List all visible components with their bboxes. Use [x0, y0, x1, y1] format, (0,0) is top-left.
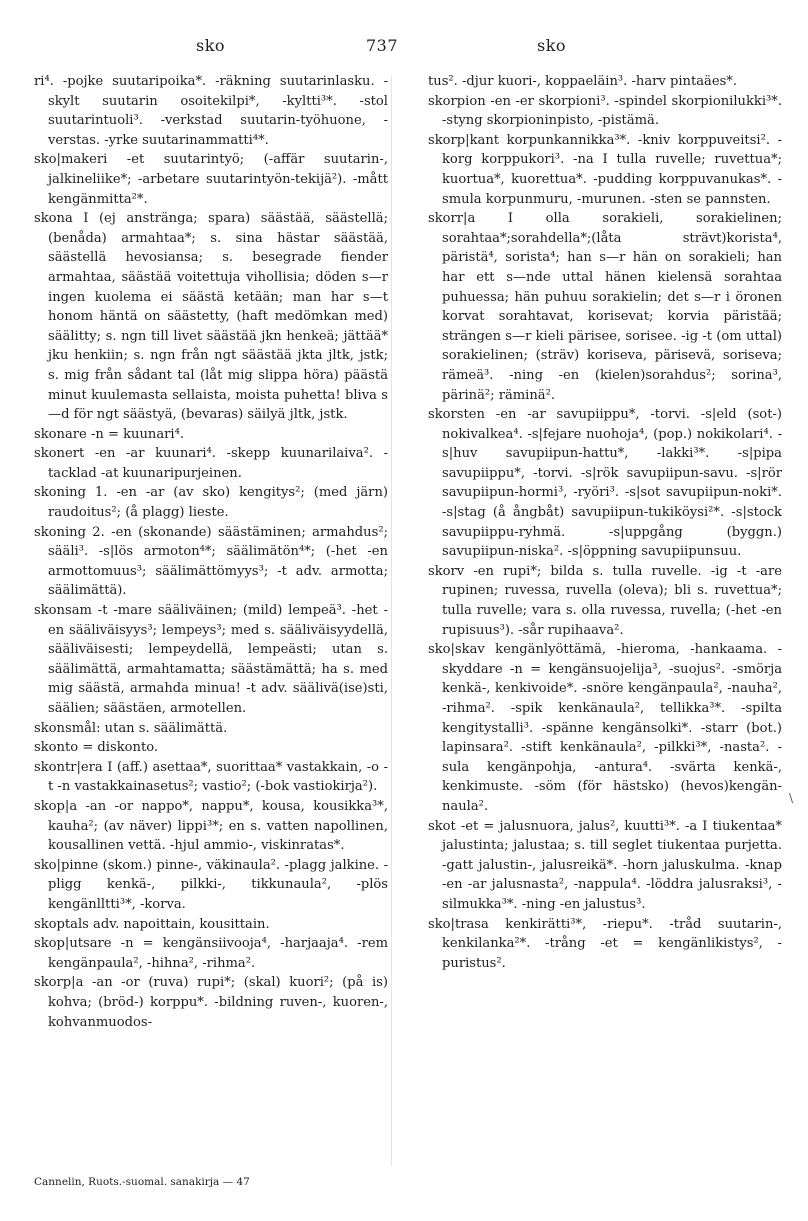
- right-column: [428, 72, 782, 973]
- margin-mark: \: [789, 791, 794, 805]
- page-number: 737: [366, 36, 399, 55]
- dictionary-entry: skonare -n = kuunari⁴.: [34, 426, 184, 442]
- dictionary-entry: skorr|a I olla sorakieli, sorakielinen; sorahtaa*;sorahdella*;(låta strävt)koristа⁴, päristä⁴, soristа⁴; han s—r hän on sorakieli; han har ett s—nde uttal hänen kielensä sorahtaa puhuessa; hän puhuu sorakielin; det s—r i öronen korvat sorahtavat, korisevat; korvia päristää; strängen s—r kieli pärisee, sorisee. -ig -t (om uttal) sorakielinen; (sträv) koriseva, pärisevä, soriseva; rämeä³. -ning -en (kielen)sorahdus²; sorina³, pärinä²; räminä².: [428, 211, 782, 403]
- dictionary-entry: skonert -en -ar kuunari⁴. -skepp kuunarilaiva². -tacklad -at kuunaripurjeinen.: [34, 446, 388, 481]
- dictionary-entry: skontr|era I (aff.) asettaa*, suorittaa* vastakkain, -o -t -n vastakkainasetus²; vastio²; (-bok vastiokirja²).: [34, 759, 388, 795]
- dictionary-entry: skona I (ej anstränga; spara) säästää, säästellä; (benåda) armahtaa*; s. sina hästar säästää, säästellä hevosiansa; s. besegrade fiender armahtaa, säästää voitettuja vihollisia; döden s—r ingen kuolema ei säästä ketään; man har s—t honom häntä on säästetty, (haft medömkan med) säälitty; s. ngn till livet säästää jkn henkeä; jättää* jku henkiin; s. ngn från ngt säästää jkta jltk, jstk; s. mig från sådant tal (låt mig slippa höra) päästä minut kuulemasta sellaista, moista puhetta! bliva s—d för ngt säästyä, (bevaras) säilyä jltk, jstk.: [34, 211, 388, 423]
- left-column: [34, 72, 388, 1032]
- running-head-right: sko: [537, 36, 567, 55]
- dictionary-entry: tus². -djur kuori-, koppaeläin³. -harv pintaäes*.: [428, 74, 738, 89]
- dictionary-entry: skop|utsare -n = kengänsiivooja⁴, -harjaaja⁴. -rem kengänpaula², -hihna², -rihma².: [34, 936, 388, 971]
- dictionary-entry: skop|a -an -or nappo*, nappu*, kousa, kousikka³*, kauha²; (av näver) lippi³*; en s. vatten napollinen, kousallinen vettä. -hjul ammio-, viskinratas*.: [34, 798, 388, 854]
- dictionary-entry: skoning 2. -en (skonande) säästäminen; armahdus²; sääli³. -s|lös armoton⁴*; säälimätön⁴*; (-het -en armottomuus³; säälimättömyys³; -t adv. armotta; säälimättä).: [34, 524, 388, 599]
- dictionary-entry: skoptals adv. napoittain, kousittain.: [34, 916, 270, 932]
- running-head-left: sko: [196, 36, 226, 55]
- dictionary-entry: sko|pinne (skom.) pinne-, väkinaula². -plagg jalkine. -pligg kenkä-, pilkki-, tikkunaula², -plös kengänlltti³*, -korva.: [34, 857, 388, 912]
- dictionary-entry: skonsam -t -mare sääliväinen; (mild) lempeä³. -het -en sääliväisyys³; lempeys³; med s. sääliväisyydellä, sääliväisesti; lempeydellä, lempeästi; utan s. säälimättä, armahtamatta; säästämättä; ha s. med mig säästä, armahda minua! -t adv. säälivä(ise)sti, säälien; säästäen, armotellen.: [34, 603, 388, 716]
- dictionary-entry: sko|makeri -et suutarintyö; (-affär suutarin-, jalkineliike*; -arbetare suutarintyön-tekijä²). -mått kengänmitta²*.: [34, 152, 388, 207]
- column-divider: [391, 76, 392, 1166]
- page-footer: Cannelin, Ruots.-suomal. sanakirja — 47: [34, 1176, 250, 1188]
- dictionary-entry: skorsten -en -ar savupiippu*, -torvi. -s|eld (sot-) nokivalkea⁴. -s|fejare nuohoja⁴, (pop.) nokikolari⁴. -s|huv savupiipun-hattu*, -lakki³*. -s|pipa savupiippu*, -torvi. -s|rök savupiipun-savu. -s|rör savupiipun-hormi³, -ryöri³. -s|sot savupiipun-noki*. -s|stag (å ångbåt) savupiipun-tukiköysi²*. -s|stock savupiippu-ryhmä. -s|uppgång (byggn.) savupiipun-niska². -s|öppning savupiipunsuu.: [428, 407, 782, 560]
- dictionary-entry: skoning 1. -en -ar (av sko) kengitys²; (med järn) raudoitus²; (å plagg) lieste.: [34, 485, 388, 521]
- dictionary-entry: skorp|a -an -or (ruva) rupi*; (skal) kuori²; (på is) kohva; (bröd-) korppu*. -bildning ruven-, kuoren-, kohvanmuodos-: [34, 975, 388, 1030]
- dictionary-entry: skorpion -en -er skorpioni³. -spindel skorpionilukki³*. -styng skorpioninpisto, -pistämä.: [428, 93, 782, 129]
- dictionary-entry: skot -et = jalusnuora, jalus², kuutti³*. -a I tiukentaa* jalustinta; jalustaa; s. till seglet tiukentaa purjetta. -gatt jalustin-, jalusreikä*. -horn jaluskulma. -knap -en -ar jalusnasta², -nappula⁴. -löddra jalusraksi³, -silmukka³*. -ning -en jalustus³.: [428, 818, 782, 912]
- dictionary-entry: skonto = diskonto.: [34, 740, 159, 756]
- dictionary-entry: skorv -en rupi*; bilda s. tulla ruvelle. -ig -t -are rupinen; ruvessa, ruvella (oleva); bli s. ruvettua*; tulla ruvelle; vara s. olla ruvessa, ruvella; (-het -en rupisuus³). -sår rupihaava².: [428, 563, 782, 638]
- dictionary-entry: skorp|kant korpunkannikka³*. -kniv korppuveitsi². -korg korppukori³. -na I tulla ruvelle; ruvettua*; kuortua*, kuorettua*. -pudding korppuvanukas*. -smula korpunmuru, -murunen. -sten se pannsten.: [428, 132, 782, 207]
- dictionary-entry: sko|skav kengänlyöttämä, -hieroma, -hankaama. -skyddare -n = kengänsuojelija³, -suojus². -smörja kenkä-, kenkivoide*. -snöre kengänpaula², -nauha², -rihma². -spik kenkänaula², tellikka³*. -spilta kengitystalli³. -spänne kengänsolki*. -starr (bot.) lapinsara². -stift kenkänaula², -pilkki³*, -nasta². -sula kengänpohja, -antura⁴. -svärta kenkä-, kenkimuste. -söm (för hästsko) (hevos)kengän-naula².: [428, 642, 782, 814]
- dictionary-entry: ri⁴. -pojke suutaripoika*. -räkning suutarinlasku. -skylt suutarin osoitekilpi*, -kyltti³*. -stol suutarintuoli³. -verkstad suutarin-työhuone, -verstas. -yrke suutarinammatti⁴*.: [34, 74, 388, 148]
- dictionary-entry: sko|trasa kenkirätti³*, -riepu*. -tråd suutarin-, kenkilanka²*. -trång -et = kengänlikistys², -puristus².: [428, 916, 782, 971]
- dictionary-entry: skonsmål: utan s. säälimättä.: [34, 720, 228, 736]
